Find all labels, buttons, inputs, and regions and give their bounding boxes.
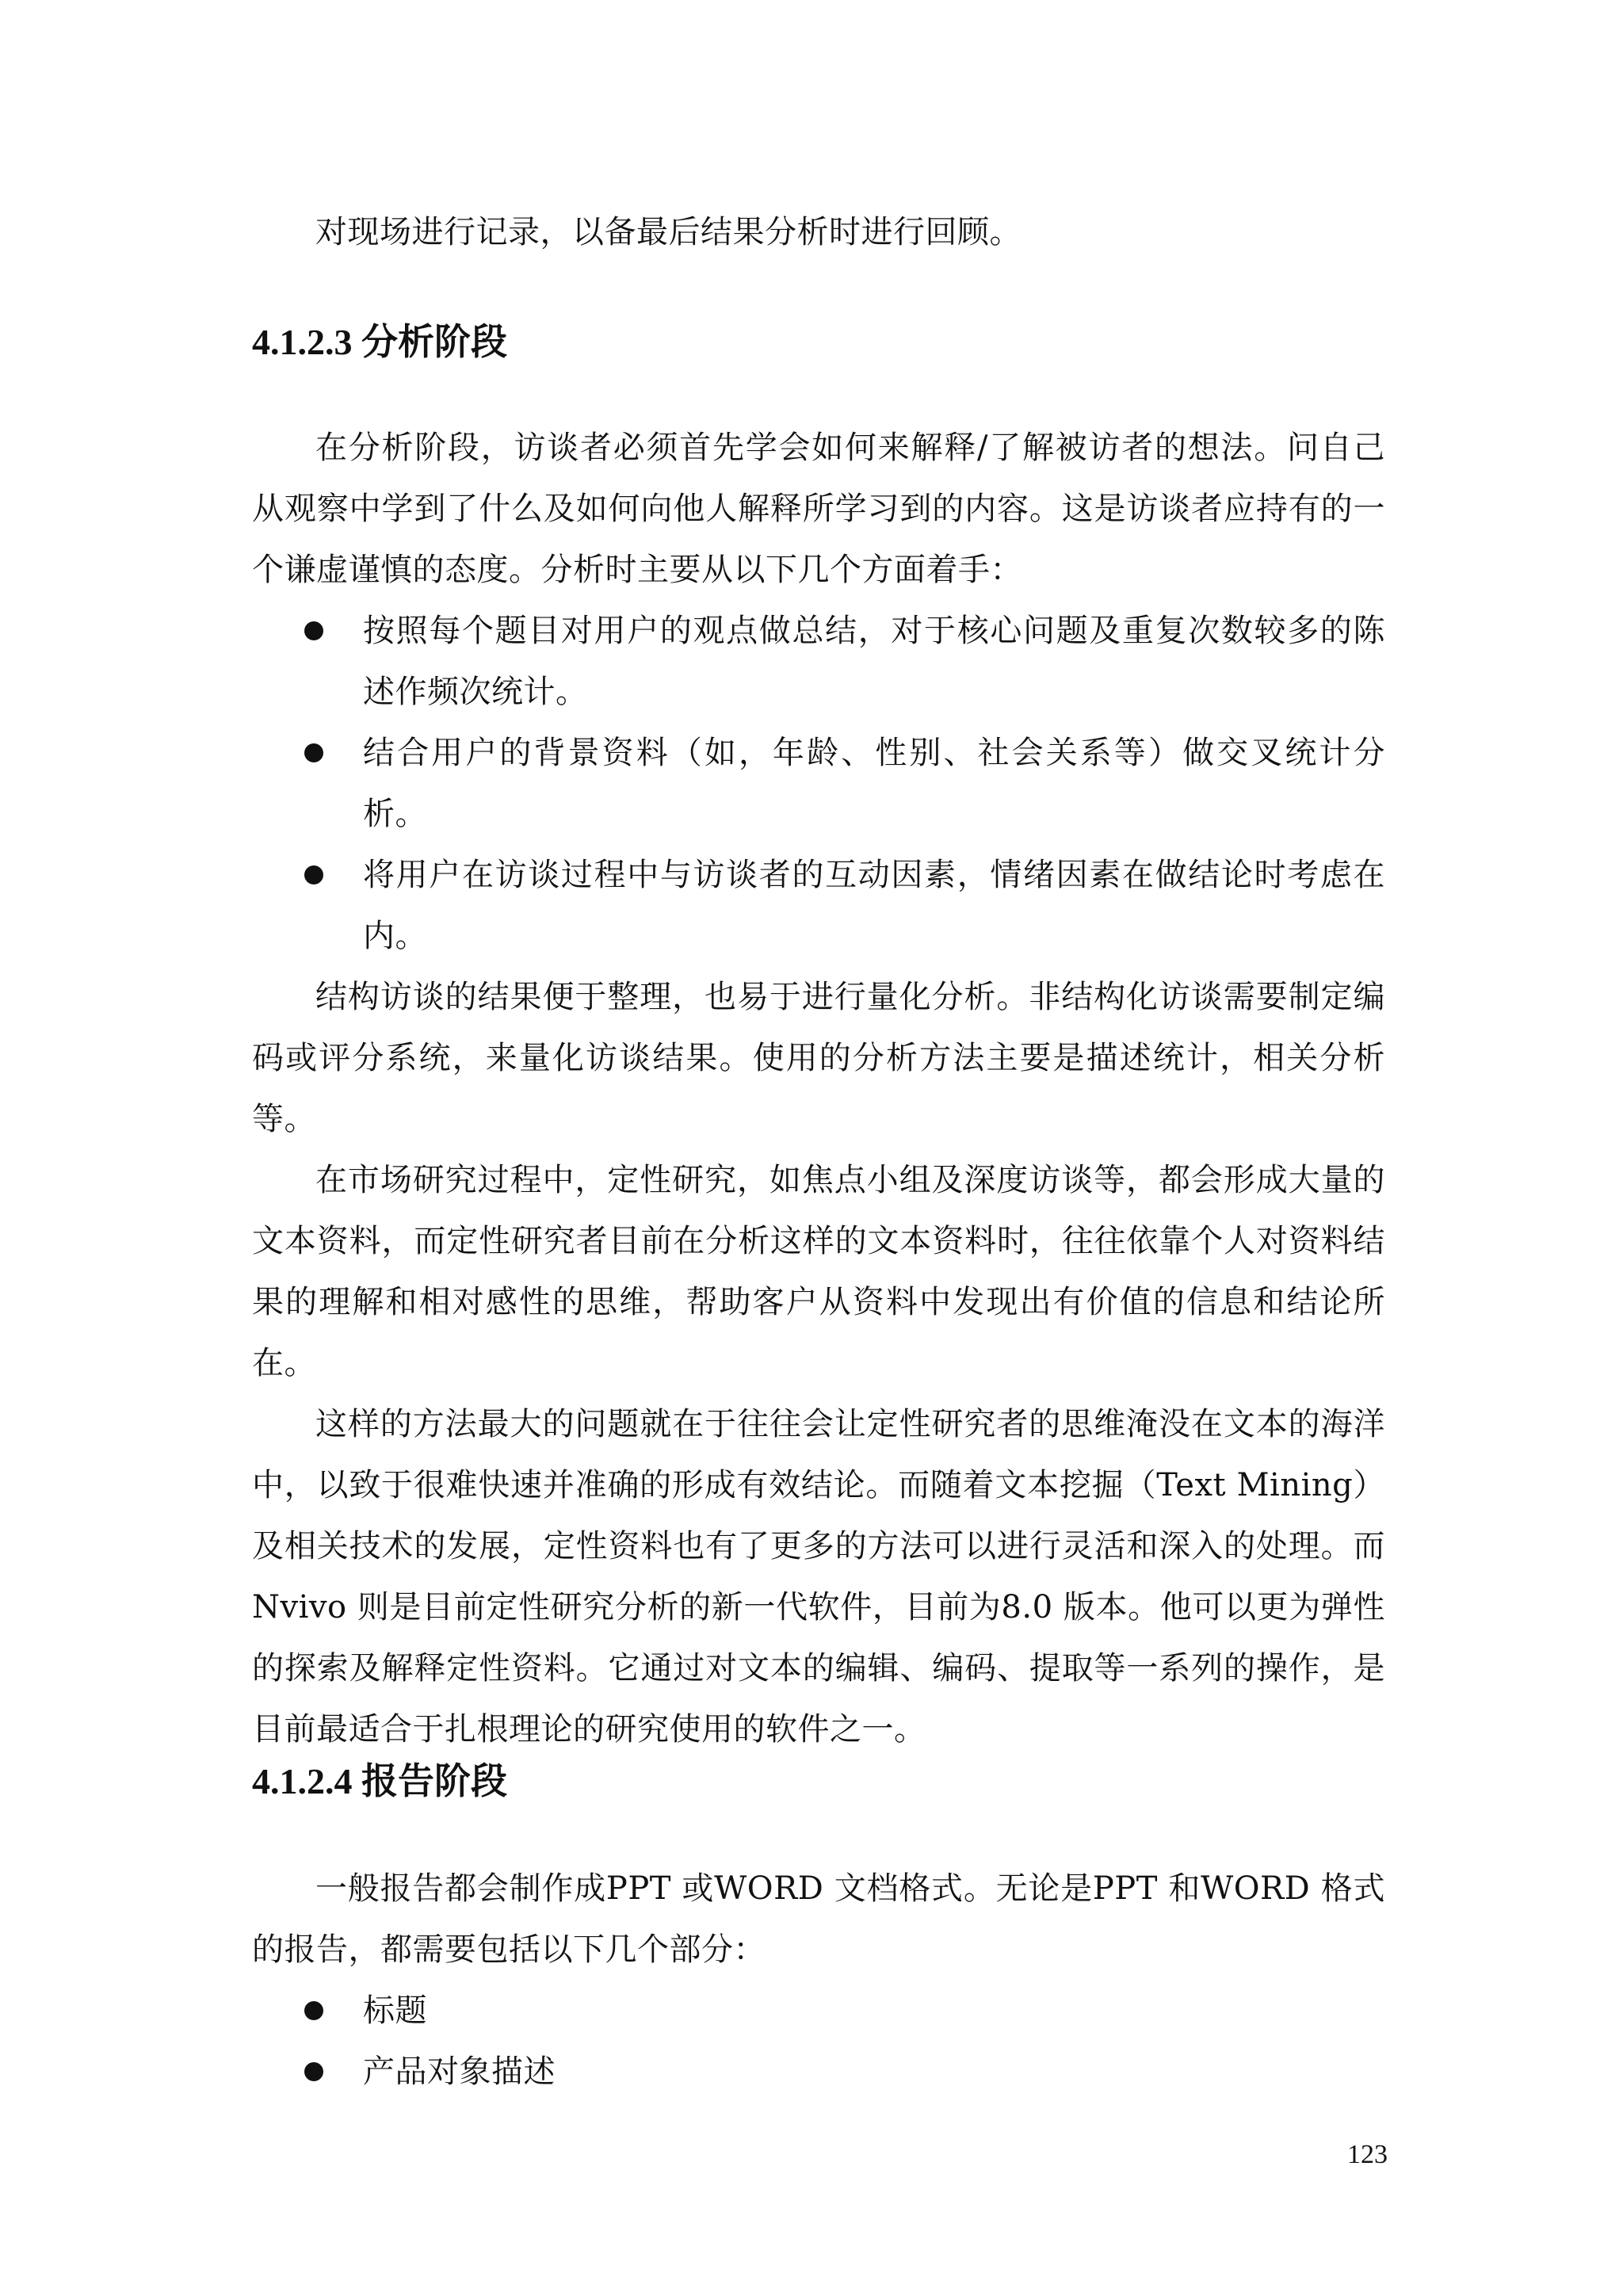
bullet-text: 结合用户的背景资料（如，年龄、性别、社会关系等）做交叉统计分析。 — [363, 735, 1385, 832]
report-bullet-list — [252, 1981, 1385, 2103]
analysis-paragraph-structured: 结构访谈的结果便于整理，也易于进行量化分析。非结构化访谈需要制定编码或评分系统，来量化访谈结果。使用的分析方法主要是描述统计，相关分析等。 — [252, 979, 1385, 1137]
list-item — [252, 845, 1385, 967]
analysis-bullet-list — [252, 601, 1385, 967]
list-item — [252, 723, 1385, 845]
list-item — [252, 601, 1385, 723]
bullet-icon — [304, 2062, 323, 2081]
analysis-intro-paragraph: 在分析阶段，访谈者必须首先学会如何来解释/了解被访者的想法。问自己从观察中学到了什么及如何向他人解释所学习到的内容。这是访谈者应持有的一个谦虚谨慎的态度。分析时主要从以下几个方面着手： — [252, 430, 1385, 588]
bullet-icon — [304, 621, 323, 640]
continuation-block — [252, 202, 1385, 263]
section-heading-analysis: 4.1.2.3 分析阶段 — [252, 322, 507, 362]
report-section-body — [252, 1859, 1385, 2103]
bullet-text: 按照每个题目对用户的观点做总结，对于核心问题及重复次数较多的陈述作频次统计。 — [363, 613, 1385, 710]
bullet-text: 标题 — [363, 1992, 427, 2029]
section-heading-report: 4.1.2.4 报告阶段 — [252, 1761, 507, 1801]
bullet-text: 将用户在访谈过程中与访谈者的互动因素，情绪因素在做结论时考虑在内。 — [363, 857, 1385, 954]
page-number: 123 — [1347, 2140, 1388, 2169]
list-item — [252, 2042, 1385, 2103]
bullet-icon — [304, 865, 323, 884]
list-item — [252, 1981, 1385, 2042]
analysis-paragraph-nvivo: 这样的方法最大的问题就在于往往会让定性研究者的思维淹没在文本的海洋中，以致于很难快速并准确的形成有效结论。而随着文本挖掘（Text Mining）及相关技术的发展，定性资料也有了更多的方法可以进行灵活和深入的处理。而Nvivo 则是目前定性研究分析的新一代软件，目前为8.0 版本。他可以更为弹性的探索及解释定性资料。它通过对文本的编辑、编码、提取等一系列的操作，是目前最适合于扎根理论的研究使用的软件之一。 — [252, 1406, 1385, 1748]
continuation-text: 对现场进行记录，以备最后结果分析时进行回顾。 — [315, 214, 1022, 250]
bullet-icon — [304, 743, 323, 762]
analysis-paragraph-market-research: 在市场研究过程中，定性研究，如焦点小组及深度访谈等，都会形成大量的文本资料，而定性研究者目前在分析这样的文本资料时，往往依靠个人对资料结果的理解和相对感性的思维，帮助客户从资料中发现出有价值的信息和结论所在。 — [252, 1162, 1385, 1381]
report-intro-paragraph: 一般报告都会制作成PPT 或WORD 文档格式。无论是PPT 和WORD 格式的报告，都需要包括以下几个部分： — [252, 1870, 1385, 1968]
bullet-icon — [304, 2001, 323, 2020]
analysis-section-body — [252, 418, 1385, 1760]
bullet-text: 产品对象描述 — [363, 2053, 556, 2090]
